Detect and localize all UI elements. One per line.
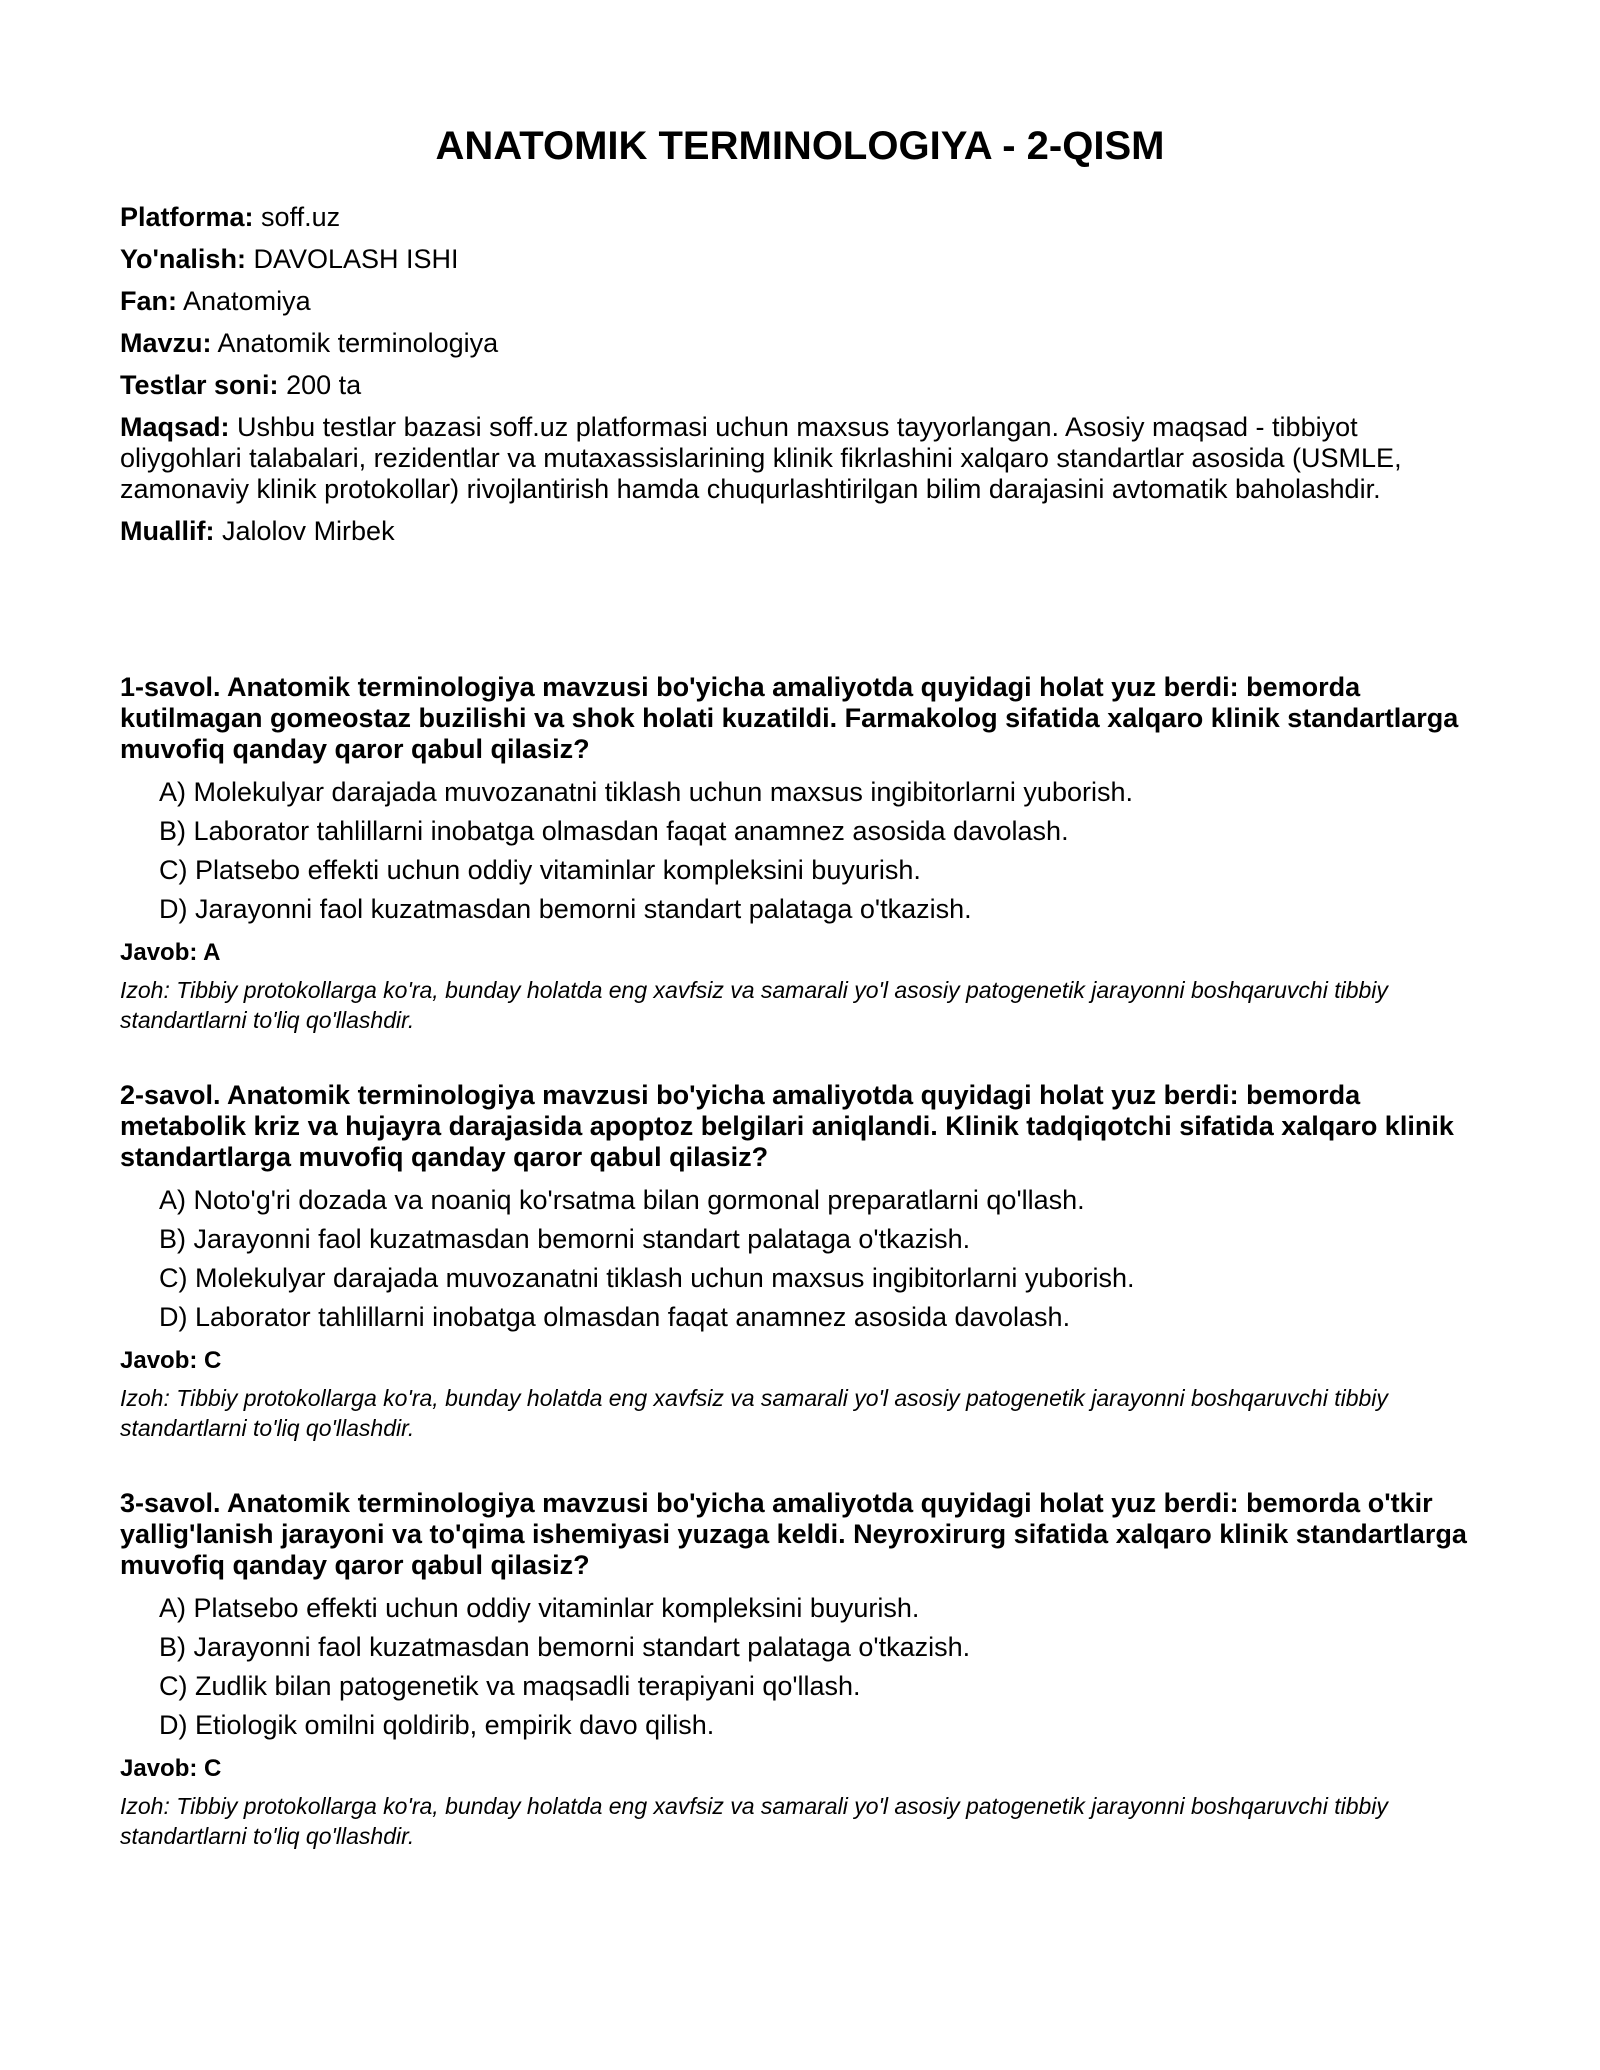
meta-testlar-soni <box>120 370 1450 401</box>
explanation-note: Izoh: Tibbiy protokollarga ko'ra, bunday holatda eng xavfsiz va samarali yo'l asosiy patogenetik jarayonni boshqaruvchi tibbiy standartlarni to'liq qo'llashdir. <box>120 1793 1388 1849</box>
question-text: 2-savol. Anatomik terminologiya mavzusi bo'yicha amaliyotda quyidagi holat yuz berdi: bemorda metabolik kriz va hujayra darajasida apoptoz belgilari aniqlandi. Klinik tadqiqotchi sifatida xalqaro klinik standartlarga muvofiq qanday qaror qabul qilasiz? <box>120 1080 1454 1172</box>
meta-value: Ushbu testlar bazasi soff.uz platformasi uchun maxsus tayyorlangan. Asosiy maqsad - tibbiyot oliygohlari talabalari, rezidentlar va mutaxassislarining klinik fikrlashini xalqaro standartlar asosida (USMLE, zamonaviy klinik protokollar) rivojlantirish hamda chuqurlashtirilgan bilim darajasini avtomatik baholashdir. <box>120 412 1402 504</box>
option-a: A) Noto'g'ri dozada va noaniq ko'rsatma bilan gormonal preparatlarni qo'llash. <box>159 1185 1085 1215</box>
meta-key: Maqsad: <box>120 412 230 442</box>
meta-key: Yo'nalish: <box>120 244 246 274</box>
meta-key: Testlar soni: <box>120 370 279 400</box>
option-a: A) Molekulyar darajada muvozanatni tiklash uchun maxsus ingibitorlarni yuborish. <box>159 777 1133 807</box>
option-c: C) Platsebo effekti uchun oddiy vitaminlar kompleksini buyurish. <box>159 855 921 885</box>
question-2 <box>120 1080 1480 1488</box>
option-b: B) Laborator tahlillarni inobatga olmasdan faqat anamnez asosida davolash. <box>159 816 1069 846</box>
meta-value: 200 ta <box>286 370 362 400</box>
question-1 <box>120 672 1480 1080</box>
meta-value: Jalolov Mirbek <box>222 516 395 546</box>
meta-platforma <box>120 202 1450 233</box>
question-text: 3-savol. Anatomik terminologiya mavzusi bo'yicha amaliyotda quyidagi holat yuz berdi: bemorda o'tkir yallig'lanish jarayoni va to'qima ishemiyasi yuzaga keldi. Neyroxirurg sifatida xalqaro klinik standartlarga muvofiq qanday qaror qabul qilasiz? <box>120 1488 1467 1580</box>
meta-muallif <box>120 516 1450 547</box>
meta-fan <box>120 286 1450 317</box>
document-meta <box>120 202 1450 558</box>
question-list <box>120 672 1480 1851</box>
meta-key: Muallif: <box>120 516 215 546</box>
option-c: C) Zudlik bilan patogenetik va maqsadli terapiyani qo'llash. <box>159 1671 861 1701</box>
meta-value: soff.uz <box>261 202 341 232</box>
answer-label: Javob: C <box>120 1347 222 1374</box>
option-c: C) Molekulyar darajada muvozanatni tiklash uchun maxsus ingibitorlarni yuborish. <box>159 1263 1135 1293</box>
meta-key: Fan: <box>120 286 177 316</box>
meta-value: Anatomiya <box>183 286 311 316</box>
meta-maqsad <box>120 412 1450 505</box>
explanation-note: Izoh: Tibbiy protokollarga ko'ra, bunday holatda eng xavfsiz va samarali yo'l asosiy patogenetik jarayonni boshqaruvchi tibbiy standartlarni to'liq qo'llashdir. <box>120 977 1388 1033</box>
option-b: B) Jarayonni faol kuzatmasdan bemorni standart palataga o'tkazish. <box>159 1224 971 1254</box>
meta-mavzu <box>120 328 1450 359</box>
answer-label: Javob: A <box>120 939 221 966</box>
option-b: B) Jarayonni faol kuzatmasdan bemorni standart palataga o'tkazish. <box>159 1632 971 1662</box>
meta-yonalish <box>120 244 1450 275</box>
option-d: D) Jarayonni faol kuzatmasdan bemorni standart palataga o'tkazish. <box>159 894 972 924</box>
meta-key: Mavzu: <box>120 328 212 358</box>
question-3 <box>120 1488 1480 1851</box>
answer-label: Javob: C <box>120 1755 222 1782</box>
question-text: 1-savol. Anatomik terminologiya mavzusi bo'yicha amaliyotda quyidagi holat yuz berdi: bemorda kutilmagan gomeostaz buzilishi va shok holati kuzatildi. Farmakolog sifatida xalqaro klinik standartlarga muvofiq qanday qaror qabul qilasiz? <box>120 672 1459 764</box>
option-d: D) Laborator tahlillarni inobatga olmasdan faqat anamnez asosida davolash. <box>159 1302 1071 1332</box>
option-d: D) Etiologik omilni qoldirib, empirik davo qilish. <box>159 1710 715 1740</box>
option-list <box>120 777 1480 925</box>
document-title: ANATOMIK TERMINOLOGIYA - 2-QISM <box>435 124 1165 168</box>
explanation-note: Izoh: Tibbiy protokollarga ko'ra, bunday holatda eng xavfsiz va samarali yo'l asosiy patogenetik jarayonni boshqaruvchi tibbiy standartlarni to'liq qo'llashdir. <box>120 1385 1388 1441</box>
option-list <box>120 1593 1480 1741</box>
meta-value: Anatomik terminologiya <box>217 328 499 358</box>
option-list <box>120 1185 1480 1333</box>
option-a: A) Platsebo effekti uchun oddiy vitaminlar kompleksini buyurish. <box>159 1593 920 1623</box>
meta-value: DAVOLASH ISHI <box>253 244 459 274</box>
meta-key: Platforma: <box>120 202 254 232</box>
